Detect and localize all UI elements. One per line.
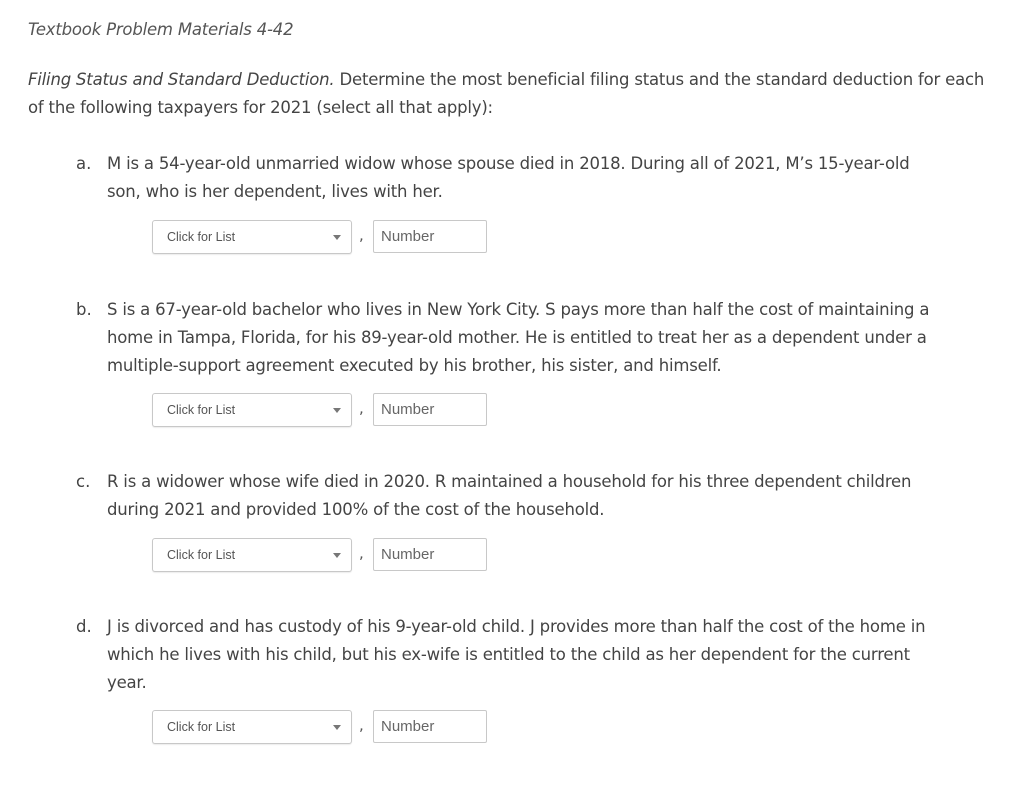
problem-text: M is a 54-year-old unmarried widow whose spouse died in 2018. During all of 2021, M’s 15-year-old son, who is her dependent, lives with her. <box>107 154 910 201</box>
instructions-lead: Filing Status and Standard Deduction. <box>28 70 335 89</box>
filing-status-select[interactable] <box>152 393 352 427</box>
problem-text: S is a 67-year-old bachelor who lives in New York City. S pays more than half the cost of maintaining a home in Tampa, Florida, for his 89-year-old mother. He is entitled to treat her as a dependent under a multiple-support agreement executed by his brother, his sister, and himself. <box>107 300 930 375</box>
problem-instructions <box>28 66 988 122</box>
standard-deduction-input[interactable] <box>373 710 487 743</box>
filing-status-select[interactable] <box>152 710 352 744</box>
separator: , <box>359 399 364 417</box>
chevron-down-icon <box>333 553 341 558</box>
problem-text: J is divorced and has custody of his 9-year-old child. J provides more than half the cost of the home in which he lives with his child, but his ex-wife is entitled to the child as her dependent for the current year. <box>107 617 926 692</box>
filing-status-select[interactable] <box>152 538 352 572</box>
problem-letter: a. <box>76 154 92 173</box>
answer-row-c <box>152 538 492 572</box>
separator: , <box>359 226 364 244</box>
problem-letter: c. <box>76 472 91 491</box>
chevron-down-icon <box>333 725 341 730</box>
standard-deduction-input[interactable] <box>373 393 487 426</box>
separator: , <box>359 716 364 734</box>
select-placeholder: Click for List <box>167 230 236 244</box>
answer-row-a <box>152 220 492 254</box>
chevron-down-icon <box>333 408 341 413</box>
problem-letter: d. <box>76 617 92 636</box>
filing-status-select[interactable] <box>152 220 352 254</box>
problem-text: R is a widower whose wife died in 2020. R maintained a household for his three dependent children during 2021 and provided 100% of the cost of the household. <box>107 472 912 519</box>
problem-letter: b. <box>76 300 92 319</box>
answer-row-b <box>152 393 492 427</box>
select-placeholder: Click for List <box>167 720 236 734</box>
standard-deduction-input[interactable] <box>373 538 487 571</box>
select-placeholder: Click for List <box>167 548 236 562</box>
standard-deduction-input[interactable] <box>373 220 487 253</box>
select-placeholder: Click for List <box>167 403 236 417</box>
instructions-text: Determine the most beneficial filing status and the standard deduction for each of the following taxpayers for 2021 (select all that apply): <box>28 70 985 117</box>
page-title: Textbook Problem Materials 4-42 <box>28 20 294 39</box>
chevron-down-icon <box>333 235 341 240</box>
separator: , <box>359 544 364 562</box>
answer-row-d <box>152 710 492 744</box>
